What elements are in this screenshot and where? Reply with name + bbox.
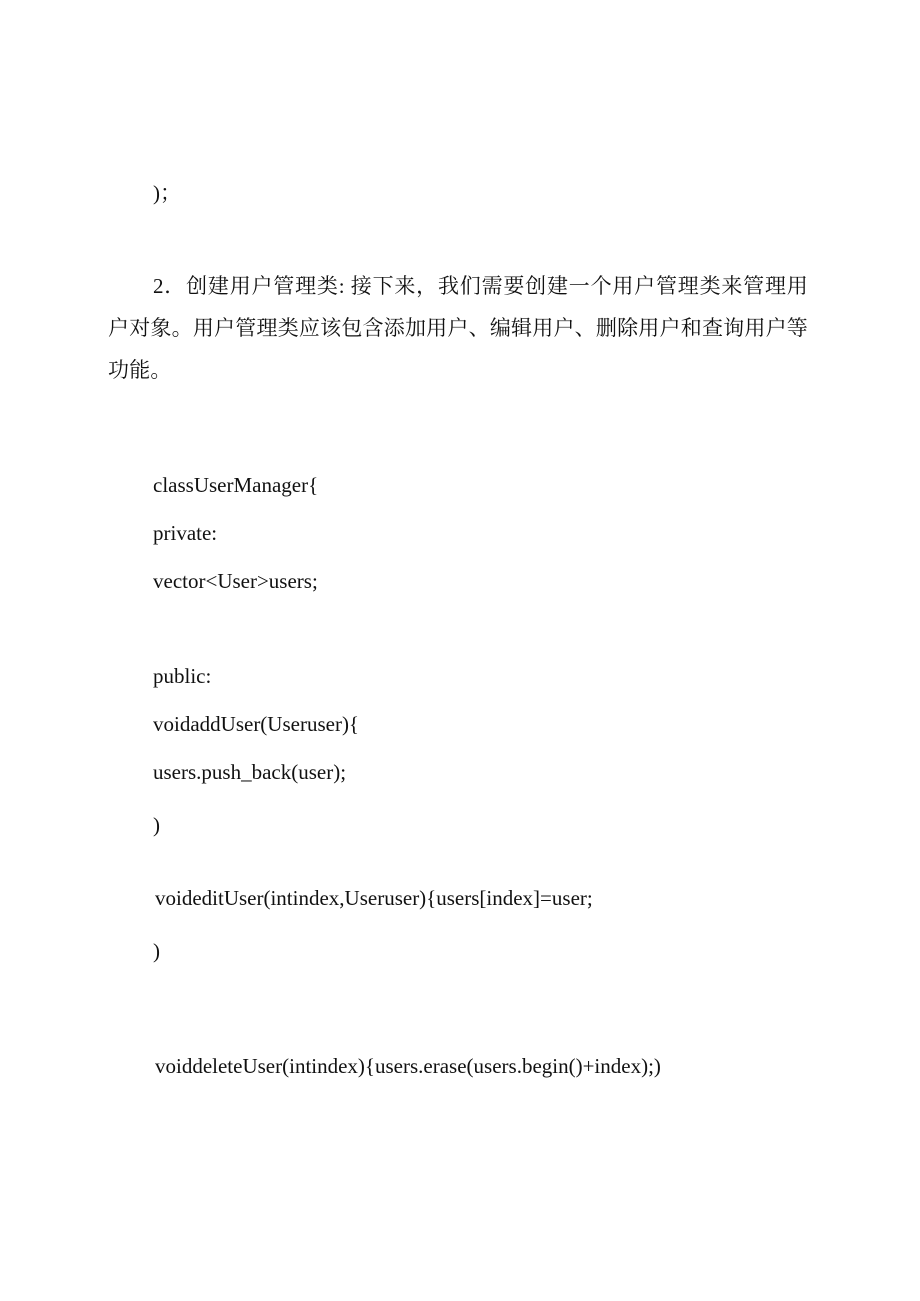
code-line: )	[153, 939, 160, 963]
code-line: vector<User>users;	[153, 569, 318, 593]
code-line: voiddeleteUser(intindex){users.erase(users.begin()+index);)	[155, 1054, 661, 1078]
section-paragraph	[108, 265, 808, 391]
code-line: private:	[153, 521, 218, 545]
code-line: public:	[153, 664, 212, 688]
section-number: 2	[153, 274, 164, 298]
closing-fragment: )；	[153, 181, 181, 205]
code-line: voideditUser(intindex,Useruser){users[index]=user;	[155, 886, 593, 910]
section-text: ．创建用户管理类: 接下来，我们需要创建一个用户管理类来管理用户对象。用户管理类应该包含添加用户、编辑用户、删除用户和查询用户等功能。	[108, 274, 808, 382]
code-line: )	[153, 813, 160, 837]
code-line: users.push_back(user);	[153, 760, 347, 784]
code-line: voidaddUser(Useruser){	[153, 712, 360, 736]
code-line: classUserManager{	[153, 473, 319, 497]
